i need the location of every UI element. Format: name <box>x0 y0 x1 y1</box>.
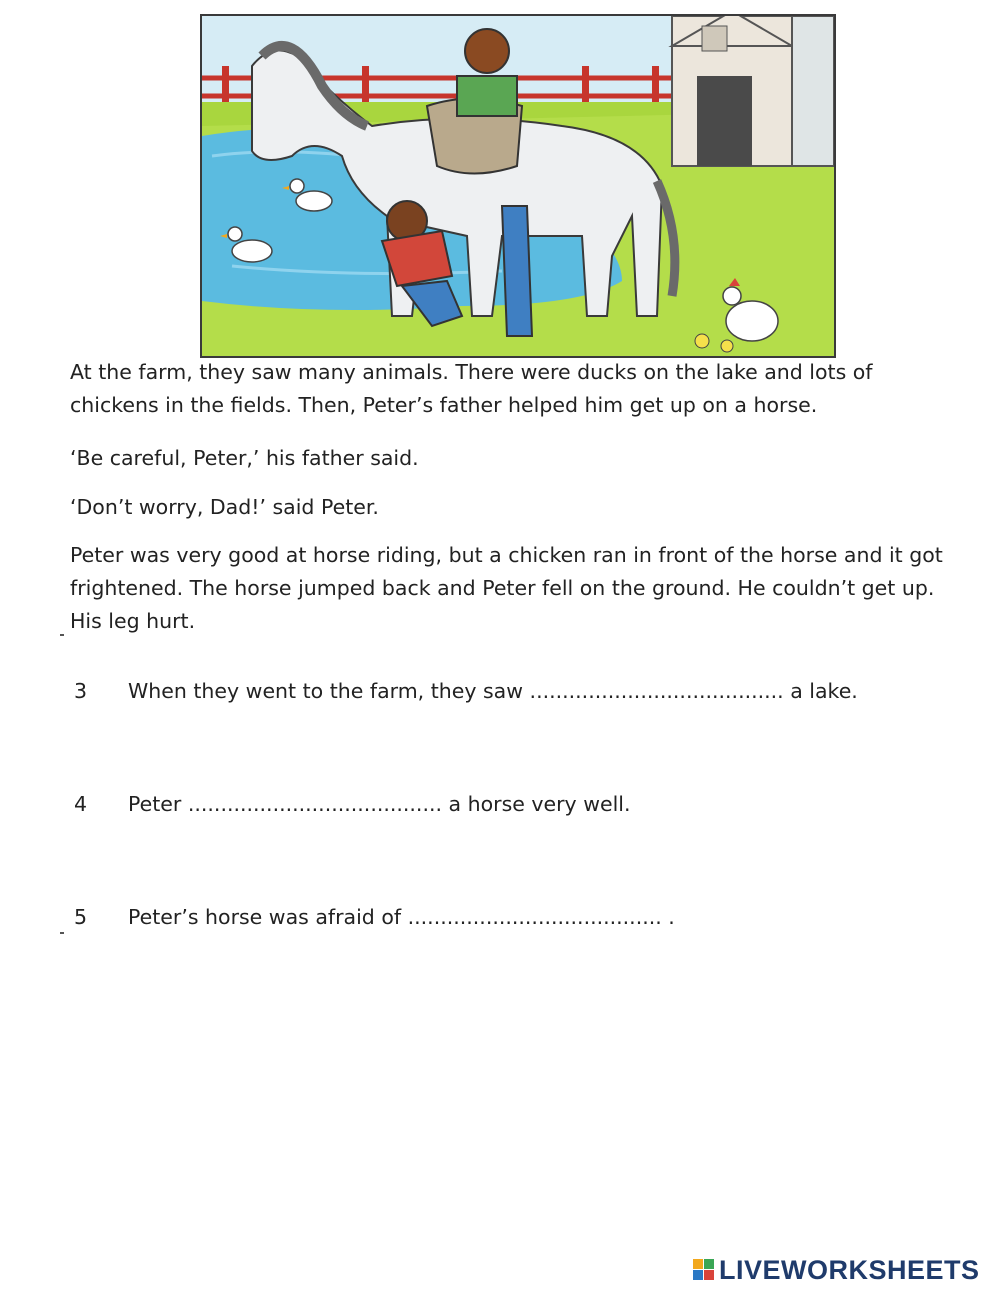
farm-scene-image <box>202 16 834 356</box>
margin-mark <box>60 932 64 934</box>
question-text-before: Peter’s horse was afraid of <box>128 905 402 929</box>
logo-text: LIVEWORKSHEETS <box>719 1254 980 1285</box>
question-4 <box>74 789 954 819</box>
answer-blank[interactable]: ....................................... <box>529 679 784 703</box>
question-number: 4 <box>74 792 88 816</box>
question-text-before: Peter <box>128 792 182 816</box>
question-text-before: When they went to the farm, they saw <box>128 679 524 703</box>
question-number: 5 <box>74 905 88 929</box>
question-5 <box>74 902 954 932</box>
question-text-after: . <box>668 905 675 929</box>
farm-illustration <box>200 14 836 358</box>
question-text-after: a horse very well. <box>448 792 631 816</box>
story-paragraph-2: ‘Be careful, Peter,’ his father said. <box>70 446 419 470</box>
question-number: 3 <box>74 679 88 703</box>
liveworksheets-logo <box>693 1254 980 1286</box>
answer-blank[interactable]: ....................................... <box>407 905 662 929</box>
story-paragraph-4: Peter was very good at horse riding, but a chicken ran in front of the horse and it got frightened. The horse jumped back and Peter fell on the ground. He couldn’t get up. His leg hurt. <box>70 543 943 633</box>
story-paragraph-3: ‘Don’t worry, Dad!’ said Peter. <box>70 495 379 519</box>
question-3 <box>74 676 954 706</box>
margin-mark <box>60 634 64 636</box>
liveworksheets-icon <box>693 1259 715 1281</box>
question-text-after: a lake. <box>790 679 858 703</box>
answer-blank[interactable]: ....................................... <box>187 792 442 816</box>
story-paragraph-1: At the farm, they saw many animals. There were ducks on the lake and lots of chickens in the fields. Then, Peter’s father helped him get up on a horse. <box>70 360 873 417</box>
